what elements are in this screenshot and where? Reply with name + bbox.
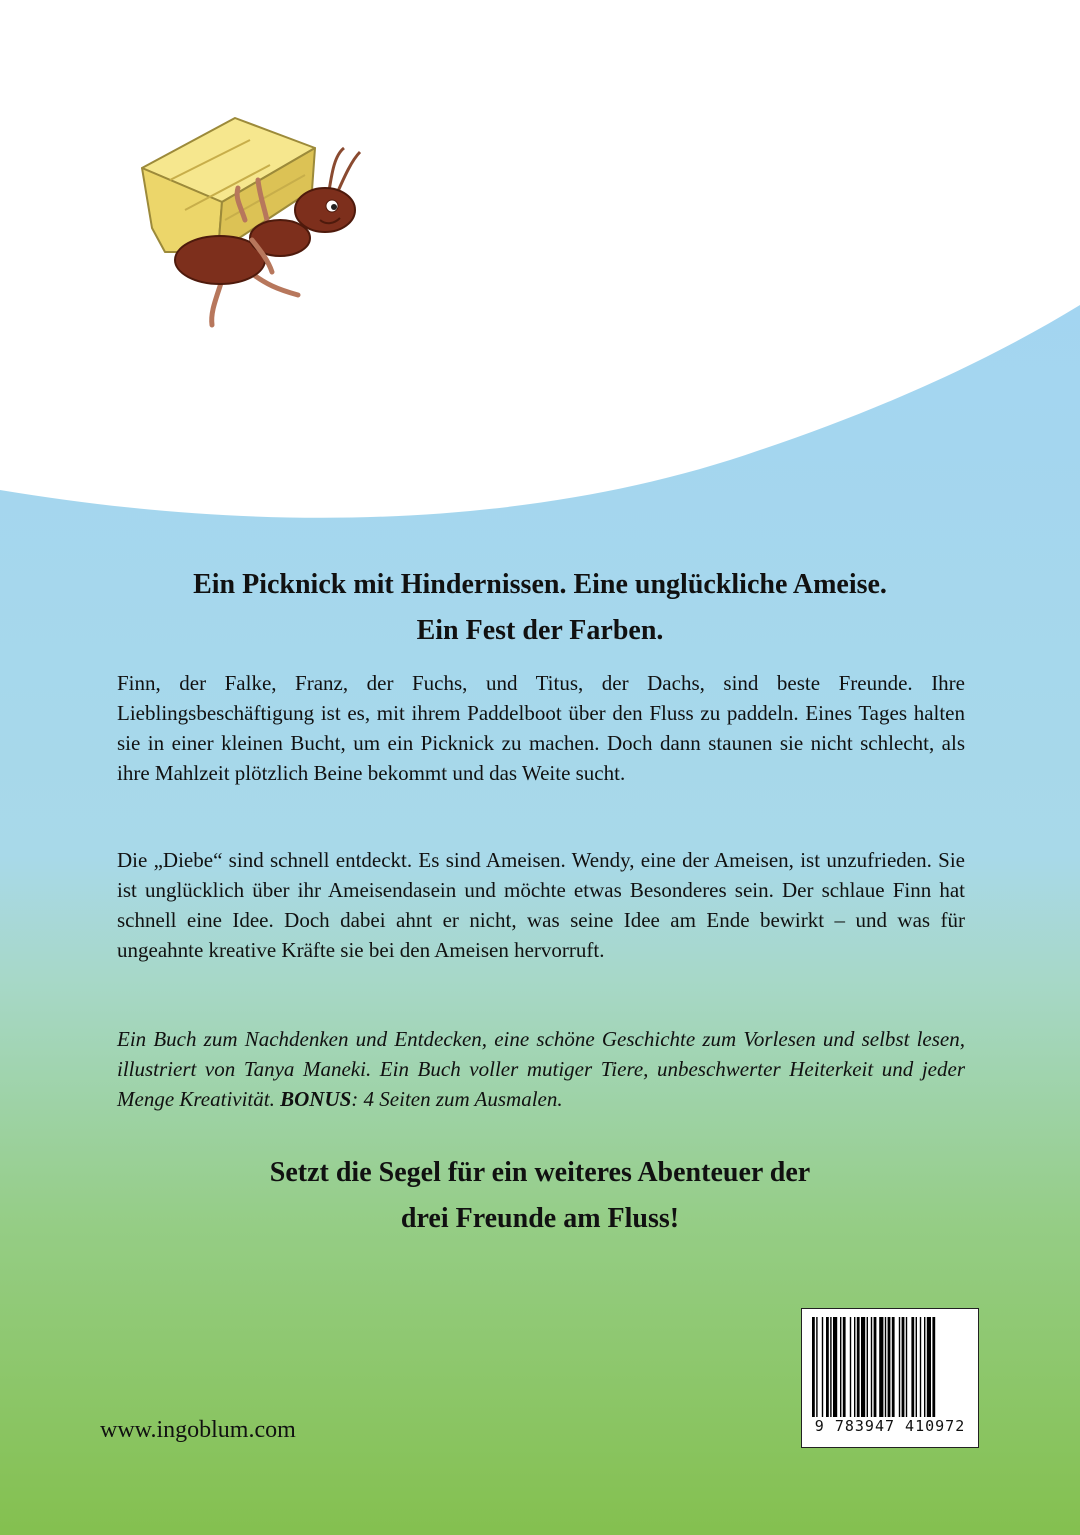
barcode-bar: [906, 1317, 907, 1417]
blurb-paragraph-1-container: [117, 668, 965, 788]
barcode-bar: [916, 1317, 917, 1417]
isbn-number: 9 783947 410972: [814, 1417, 966, 1435]
blurb-paragraph-3-text: Ein Buch zum Nachdenken und Entdecken, eine schöne Geschichte zum Vorlesen und selbst lesen, illustriert von Tanya Maneki. Ein Buch voller mutiger Tiere, unbeschwerter Heiterkeit und jeder Menge Kreativität.: [117, 1027, 965, 1111]
barcode-bar: [899, 1317, 900, 1417]
barcode-bar: [826, 1317, 829, 1417]
blurb-paragraph-3: [117, 1024, 965, 1114]
blurb-paragraph-1: Finn, der Falke, Franz, der Fuchs, und Titus, der Dachs, sind beste Freunde. Ihre Lieblingsbeschäftigung ist es, mit ihrem Paddelboot über den Fluss zu paddeln. Eines Tages halten sie in einer kleinen Bucht, um ein Picknick zu machen. Doch dann staunen sie nicht schlecht, als ihre Mahlzeit plötzlich Beine bekommt und das Weite sucht.: [117, 671, 965, 785]
website-url: www.ingoblum.com: [100, 1417, 296, 1443]
barcode-bar: [932, 1317, 935, 1417]
headline-top-line2: Ein Fest der Farben.: [416, 615, 664, 646]
barcode-bar: [874, 1317, 877, 1417]
blurb-paragraph-2-container: [117, 845, 965, 965]
barcode-bar: [812, 1317, 815, 1417]
barcode-bar: [857, 1317, 860, 1417]
barcode-icon: [812, 1317, 968, 1417]
headline-bottom-line2: drei Freunde am Fluss!: [400, 1203, 680, 1234]
headline-bottom-line1: Setzt die Segel für ein weiteres Abenteuer der: [269, 1157, 811, 1188]
barcode-bar: [902, 1317, 905, 1417]
barcode-bar: [843, 1317, 846, 1417]
barcode-bar: [840, 1317, 841, 1417]
barcode-bar: [924, 1317, 925, 1417]
barcode-bar: [920, 1317, 921, 1417]
headline-bottom: [0, 1150, 1080, 1242]
blurb-paragraph-3-bonus-text: : 4 Seiten zum Ausmalen.: [351, 1087, 563, 1111]
barcode-bar: [816, 1317, 817, 1417]
bonus-label: BONUS: [280, 1087, 352, 1111]
barcode-bar: [854, 1317, 855, 1417]
barcode-bar: [911, 1317, 914, 1417]
blurb-paragraph-2: Die „Diebe“ sind schnell entdeckt. Es sind Ameisen. Wendy, eine der Ameisen, ist unzufrieden. Sie ist unglücklich über ihr Ameisendasein und möchte etwas Besonderes sein. Der schlaue Finn hat schnell eine Idee. Doch dabei ahnt er nicht, was seine Idee am Ende bewirkt – und was für ungeahnte kreative Kräfte sie bei den Ameisen hervorruft.: [117, 848, 965, 962]
headline-top: [0, 562, 1080, 654]
barcode-bar: [885, 1317, 886, 1417]
barcode-bar: [888, 1317, 891, 1417]
barcode-bar: [833, 1317, 837, 1417]
barcode-bar: [879, 1317, 883, 1417]
isbn-barcode: [801, 1308, 979, 1448]
barcode-bar: [871, 1317, 872, 1417]
barcode-bar: [867, 1317, 868, 1417]
barcode-bar: [927, 1317, 931, 1417]
barcode-bar: [892, 1317, 895, 1417]
headline-top-line1: Ein Picknick mit Hindernissen. Eine unglückliche Ameise.: [193, 569, 887, 600]
barcode-bar: [822, 1317, 823, 1417]
blurb-paragraph-3-container: [117, 1024, 965, 1114]
barcode-bar: [850, 1317, 851, 1417]
ant-head: [295, 188, 355, 232]
barcode-bar: [830, 1317, 831, 1417]
barcode-bar: [861, 1317, 865, 1417]
ant-carrying-cheese-icon: [130, 110, 390, 340]
